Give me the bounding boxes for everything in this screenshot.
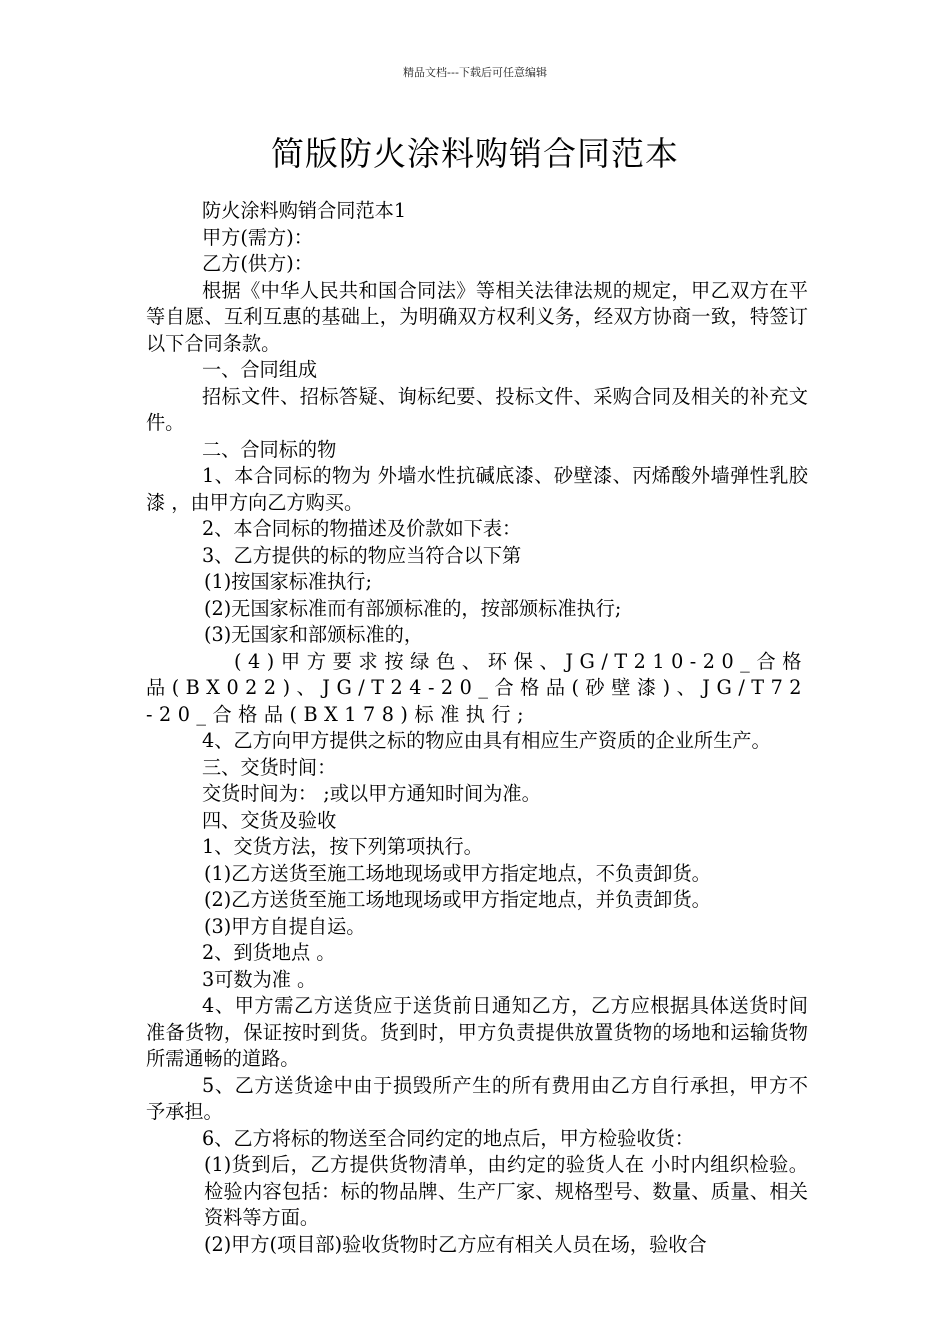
paragraph: 5、乙方送货途中由于损毁所产生的所有费用由乙方自行承担，甲方不予承担。 — [146, 1073, 808, 1123]
paragraph: 3可数为准 。 — [202, 967, 317, 991]
paragraph: 2、本合同标的物描述及价款如下表： — [202, 517, 522, 540]
list-item: (3)无国家和部颁标准的， — [204, 623, 424, 646]
list-item: (2)甲方(项目部)验收货物时乙方应有相关人员在场，验收合 — [204, 1232, 707, 1256]
paragraph: 交货时间为： ;或以甲方通知时间为准。 — [202, 782, 541, 805]
list-item: (3)甲方自提自运。 — [204, 914, 366, 938]
paragraph: 根据《中华人民共和国合同法》等相关法律法规的规定，甲乙双方在平等自愿、互利互惠的基础上，为明确双方权利义务，经双方协商一致，特签订以下合同条款。 — [146, 278, 808, 355]
paragraph: 2、到货地点 。 — [202, 941, 336, 964]
paragraph: 3、乙方提供的标的物应当符合以下第 — [202, 543, 522, 567]
document-body — [146, 198, 808, 1258]
page-header: 精品文档---下载后可任意编辑 — [403, 66, 547, 79]
paragraph: 6、乙方将标的物送至合同约定的地点后，甲方检验收货： — [202, 1126, 694, 1150]
document-title: 简版防火涂料购销合同范本 — [271, 134, 679, 173]
list-item: (2)无国家标准而有部颁标准的，按部颁标准执行; — [204, 596, 622, 620]
list-item: (1)按国家标准执行; — [204, 570, 372, 593]
section-heading: 三、交货时间： — [202, 755, 337, 779]
section-heading: 一、合同组成 — [202, 358, 318, 381]
paragraph: 甲方(需方)： — [202, 225, 313, 249]
paragraph: 4、甲方需乙方送货应于送货前日通知乙方，乙方应根据具体送货时间准备货物，保证按时到货。货到时，甲方负责提供放置货物的场地和运输货物所需通畅的道路。 — [146, 994, 808, 1070]
list-item: (4)甲方要求按绿色、环保、JG/T210-20_合格品(BX022)、JG/T24-20_合格品(砂壁漆)、JG/T72-20_合格品(BX178)标准执行; — [146, 649, 808, 726]
paragraph: 4、乙方向甲方提供之标的物应由具有相应生产资质的企业所生产。 — [202, 729, 771, 752]
list-item: (1)货到后，乙方提供货物清单，由约定的验货人在 小时内组织检验。检验内容包括：标的物品牌、生产厂家、规格型号、数量、质量、相关资料等方面。 — [204, 1153, 808, 1229]
section-heading: 四、交货及验收 — [202, 808, 337, 832]
section-heading: 二、合同标的物 — [202, 437, 337, 461]
paragraph: 乙方(供方)： — [202, 252, 313, 275]
list-item: (1)乙方送货至施工场地现场或甲方指定地点，不负责卸货。 — [204, 861, 711, 885]
list-item: (2)乙方送货至施工场地现场或甲方指定地点，并负责卸货。 — [204, 888, 711, 911]
paragraph: 1、交货方法，按下列第项执行。 — [202, 835, 483, 858]
paragraph: 1、本合同标的物为 外墙水性抗碱底漆、砂壁漆、丙烯酸外墙弹性乳胶漆 ，由甲方向乙方购买。 — [146, 464, 808, 514]
paragraph: 防火涂料购销合同范本1 — [202, 199, 407, 222]
paragraph: 招标文件、招标答疑、询标纪要、投标文件、采购合同及相关的补充文件。 — [146, 384, 808, 434]
